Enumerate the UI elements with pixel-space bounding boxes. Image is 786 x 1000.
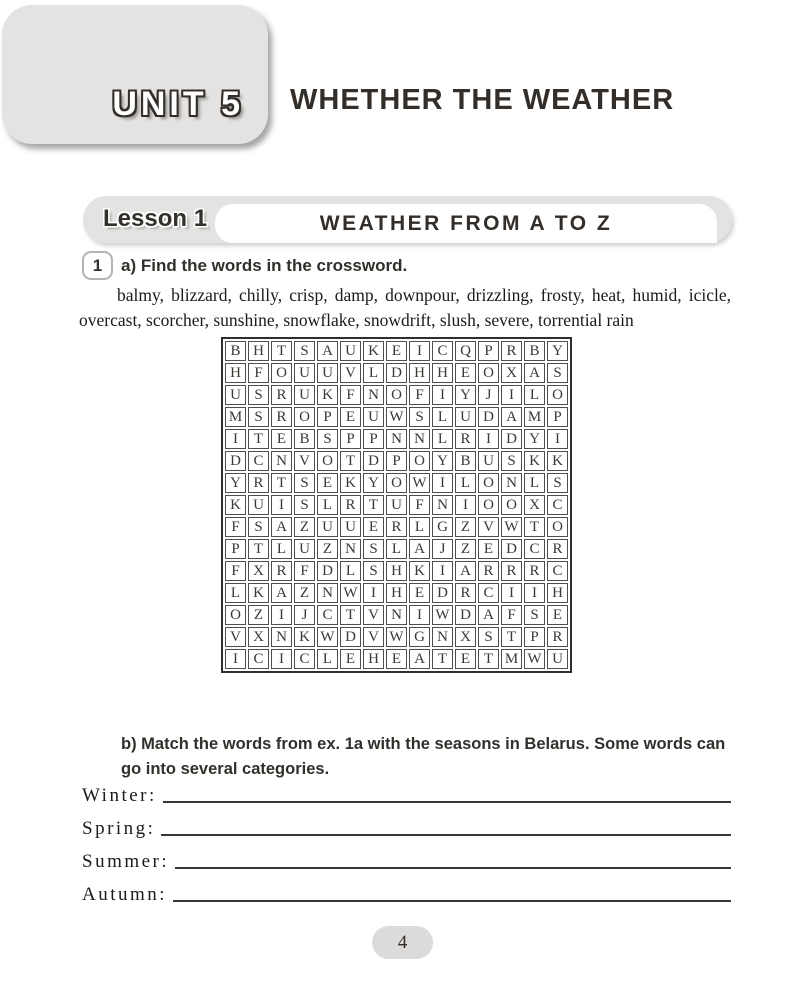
grid-cell: B: [225, 341, 246, 361]
grid-cell: D: [501, 429, 522, 449]
grid-cell: U: [386, 495, 407, 515]
grid-cell: A: [317, 341, 338, 361]
grid-cell: I: [225, 429, 246, 449]
grid-cell: C: [248, 451, 269, 471]
grid-cell: E: [455, 649, 476, 669]
grid-cell: S: [248, 407, 269, 427]
grid-cell: P: [478, 341, 499, 361]
grid-cell: L: [455, 473, 476, 493]
grid-cell: E: [386, 341, 407, 361]
grid-cell: L: [386, 539, 407, 559]
grid-cell: F: [501, 605, 522, 625]
grid-cell: A: [271, 583, 292, 603]
grid-cell: D: [432, 583, 453, 603]
grid-cell: O: [501, 495, 522, 515]
grid-cell: S: [294, 341, 315, 361]
grid-cell: Y: [524, 429, 545, 449]
grid-row: [225, 517, 568, 537]
grid-cell: D: [501, 539, 522, 559]
grid-cell: G: [432, 517, 453, 537]
grid-cell: O: [271, 363, 292, 383]
season-answer-line: [161, 834, 731, 836]
grid-cell: I: [501, 583, 522, 603]
grid-cell: U: [478, 451, 499, 471]
season-answer-line: [173, 900, 731, 902]
grid-cell: T: [363, 495, 384, 515]
grid-cell: V: [294, 451, 315, 471]
grid-cell: C: [524, 539, 545, 559]
grid-cell: W: [432, 605, 453, 625]
grid-cell: N: [340, 539, 361, 559]
grid-cell: R: [501, 561, 522, 581]
grid-cell: H: [248, 341, 269, 361]
grid-cell: R: [501, 341, 522, 361]
grid-cell: J: [478, 385, 499, 405]
exercise-part-b-instruction: b) Match the words from ex. 1a with the seasons in Belarus. Some words can go into several categories.: [121, 735, 726, 778]
grid-cell: E: [363, 517, 384, 537]
grid-cell: Z: [317, 539, 338, 559]
grid-row: [225, 407, 568, 427]
grid-cell: S: [248, 385, 269, 405]
grid-cell: T: [432, 649, 453, 669]
grid-cell: Y: [363, 473, 384, 493]
word-search-wrap: [221, 337, 572, 673]
word-search-grid: [221, 337, 572, 673]
season-label: Summer:: [82, 851, 170, 872]
grid-cell: M: [501, 649, 522, 669]
grid-cell: E: [271, 429, 292, 449]
grid-cell: A: [271, 517, 292, 537]
grid-cell: H: [225, 363, 246, 383]
grid-cell: U: [248, 495, 269, 515]
grid-cell: L: [524, 473, 545, 493]
grid-cell: F: [340, 385, 361, 405]
grid-cell: E: [455, 363, 476, 383]
grid-cell: E: [340, 649, 361, 669]
grid-cell: C: [248, 649, 269, 669]
exercise-number-badge: 1: [82, 251, 113, 280]
grid-row: [225, 495, 568, 515]
grid-cell: N: [363, 385, 384, 405]
grid-cell: N: [271, 451, 292, 471]
grid-cell: X: [248, 561, 269, 581]
grid-cell: R: [248, 473, 269, 493]
grid-cell: V: [225, 627, 246, 647]
grid-cell: P: [547, 407, 568, 427]
grid-cell: L: [271, 539, 292, 559]
grid-cell: X: [455, 627, 476, 647]
grid-cell: R: [455, 583, 476, 603]
grid-cell: U: [455, 407, 476, 427]
season-label: Winter:: [82, 785, 157, 806]
grid-cell: R: [340, 495, 361, 515]
season-row: [82, 806, 731, 839]
grid-cell: U: [225, 385, 246, 405]
grid-cell: N: [432, 627, 453, 647]
grid-cell: Z: [455, 539, 476, 559]
grid-cell: V: [363, 605, 384, 625]
grid-cell: O: [225, 605, 246, 625]
grid-cell: H: [547, 583, 568, 603]
grid-cell: T: [248, 429, 269, 449]
grid-cell: Q: [455, 341, 476, 361]
grid-cell: J: [294, 605, 315, 625]
grid-cell: A: [501, 407, 522, 427]
grid-cell: F: [225, 517, 246, 537]
grid-cell: I: [432, 385, 453, 405]
grid-cell: W: [386, 407, 407, 427]
grid-cell: V: [340, 363, 361, 383]
grid-cell: Z: [294, 517, 315, 537]
grid-row: [225, 341, 568, 361]
grid-cell: I: [455, 495, 476, 515]
grid-cell: E: [317, 473, 338, 493]
grid-cell: G: [409, 627, 430, 647]
grid-cell: F: [225, 561, 246, 581]
grid-cell: S: [294, 495, 315, 515]
grid-cell: B: [455, 451, 476, 471]
grid-cell: X: [501, 363, 522, 383]
grid-cell: H: [386, 583, 407, 603]
grid-cell: S: [524, 605, 545, 625]
grid-cell: D: [455, 605, 476, 625]
grid-cell: P: [363, 429, 384, 449]
grid-cell: S: [478, 627, 499, 647]
season-label: Spring:: [82, 818, 156, 839]
grid-cell: T: [271, 473, 292, 493]
season-answer-line: [175, 867, 731, 869]
grid-cell: A: [409, 539, 430, 559]
grid-cell: O: [317, 451, 338, 471]
grid-cell: L: [524, 385, 545, 405]
grid-cell: R: [547, 539, 568, 559]
season-row: [82, 872, 731, 905]
grid-cell: R: [455, 429, 476, 449]
grid-cell: W: [386, 627, 407, 647]
grid-cell: T: [340, 605, 361, 625]
grid-cell: R: [271, 561, 292, 581]
grid-cell: H: [363, 649, 384, 669]
unit-label: UNIT 5: [112, 85, 244, 123]
page-number-pill: [372, 926, 433, 959]
grid-cell: F: [248, 363, 269, 383]
grid-cell: L: [317, 649, 338, 669]
grid-cell: E: [409, 583, 430, 603]
grid-cell: U: [547, 649, 568, 669]
grid-cell: N: [271, 627, 292, 647]
grid-cell: U: [340, 341, 361, 361]
exercise-part-a-instruction: a) Find the words in the crossword.: [121, 256, 408, 275]
grid-cell: I: [363, 583, 384, 603]
grid-cell: L: [340, 561, 361, 581]
grid-cell: S: [363, 561, 384, 581]
grid-cell: K: [294, 627, 315, 647]
seasons-list: [82, 773, 731, 905]
grid-cell: A: [455, 561, 476, 581]
grid-cell: I: [271, 495, 292, 515]
unit-header-box: [2, 5, 268, 144]
grid-cell: T: [524, 517, 545, 537]
grid-row: [225, 385, 568, 405]
grid-cell: S: [363, 539, 384, 559]
grid-cell: U: [294, 539, 315, 559]
grid-cell: R: [524, 561, 545, 581]
grid-cell: S: [317, 429, 338, 449]
grid-cell: I: [432, 561, 453, 581]
grid-cell: K: [225, 495, 246, 515]
grid-cell: U: [363, 407, 384, 427]
grid-cell: C: [294, 649, 315, 669]
grid-cell: S: [409, 407, 430, 427]
grid-cell: T: [340, 451, 361, 471]
grid-cell: Z: [248, 605, 269, 625]
grid-row: [225, 649, 568, 669]
lesson-title-box: [215, 204, 717, 243]
grid-cell: A: [524, 363, 545, 383]
grid-cell: K: [547, 451, 568, 471]
grid-cell: O: [478, 363, 499, 383]
lesson-title: WEATHER FROM A TO Z: [319, 211, 613, 235]
word-list: balmy, blizzard, chilly, crisp, damp, downpour, drizzling, frosty, heat, humid, icicle, overcast, scorcher, sunshine, snowflake, snowdrift, slush, severe, torrential rain: [79, 285, 731, 330]
grid-cell: R: [547, 627, 568, 647]
grid-cell: O: [294, 407, 315, 427]
season-row: [82, 773, 731, 806]
grid-cell: M: [225, 407, 246, 427]
grid-cell: W: [317, 627, 338, 647]
grid-cell: U: [317, 517, 338, 537]
lesson-bar: [83, 196, 732, 243]
grid-cell: K: [363, 341, 384, 361]
grid-cell: F: [409, 495, 430, 515]
grid-cell: I: [271, 605, 292, 625]
grid-cell: F: [294, 561, 315, 581]
grid-cell: T: [248, 539, 269, 559]
grid-row: [225, 605, 568, 625]
grid-cell: V: [363, 627, 384, 647]
grid-cell: N: [501, 473, 522, 493]
grid-cell: S: [547, 473, 568, 493]
grid-cell: I: [501, 385, 522, 405]
grid-cell: U: [294, 363, 315, 383]
grid-cell: E: [340, 407, 361, 427]
grid-cell: Y: [455, 385, 476, 405]
grid-cell: T: [271, 341, 292, 361]
grid-cell: O: [386, 473, 407, 493]
grid-cell: R: [478, 561, 499, 581]
grid-cell: P: [524, 627, 545, 647]
grid-cell: D: [225, 451, 246, 471]
grid-cell: W: [340, 583, 361, 603]
grid-cell: Y: [432, 451, 453, 471]
grid-cell: E: [478, 539, 499, 559]
grid-row: [225, 429, 568, 449]
grid-cell: R: [271, 407, 292, 427]
grid-cell: J: [432, 539, 453, 559]
grid-cell: W: [524, 649, 545, 669]
grid-cell: E: [547, 605, 568, 625]
grid-cell: L: [317, 495, 338, 515]
grid-cell: L: [363, 363, 384, 383]
grid-cell: Y: [547, 341, 568, 361]
grid-cell: I: [409, 605, 430, 625]
grid-cell: L: [225, 583, 246, 603]
grid-row: [225, 583, 568, 603]
grid-cell: T: [501, 627, 522, 647]
grid-cell: C: [317, 605, 338, 625]
season-label: Autumn:: [82, 884, 168, 905]
grid-cell: K: [524, 451, 545, 471]
grid-row: [225, 561, 568, 581]
grid-cell: D: [317, 561, 338, 581]
grid-cell: N: [432, 495, 453, 515]
grid-cell: Z: [294, 583, 315, 603]
grid-cell: C: [432, 341, 453, 361]
unit-title: WHETHER THE WEATHER: [290, 84, 675, 116]
grid-cell: I: [225, 649, 246, 669]
grid-cell: M: [524, 407, 545, 427]
grid-cell: H: [432, 363, 453, 383]
grid-cell: U: [340, 517, 361, 537]
grid-cell: A: [409, 649, 430, 669]
grid-cell: O: [478, 495, 499, 515]
grid-cell: K: [340, 473, 361, 493]
grid-cell: S: [294, 473, 315, 493]
grid-row: [225, 451, 568, 471]
grid-cell: I: [478, 429, 499, 449]
grid-cell: H: [386, 561, 407, 581]
grid-cell: K: [317, 385, 338, 405]
grid-cell: O: [478, 473, 499, 493]
grid-cell: K: [248, 583, 269, 603]
grid-cell: D: [363, 451, 384, 471]
grid-cell: P: [386, 451, 407, 471]
grid-cell: U: [317, 363, 338, 383]
grid-cell: Z: [455, 517, 476, 537]
grid-cell: I: [432, 473, 453, 493]
grid-cell: L: [409, 517, 430, 537]
grid-cell: S: [248, 517, 269, 537]
grid-cell: N: [386, 429, 407, 449]
grid-row: [225, 539, 568, 559]
lesson-label: Lesson 1: [103, 205, 208, 232]
grid-cell: C: [478, 583, 499, 603]
grid-cell: C: [547, 495, 568, 515]
grid-cell: R: [386, 517, 407, 537]
grid-cell: Y: [225, 473, 246, 493]
grid-cell: F: [409, 385, 430, 405]
grid-cell: E: [386, 649, 407, 669]
grid-cell: L: [432, 407, 453, 427]
grid-cell: P: [317, 407, 338, 427]
grid-cell: R: [271, 385, 292, 405]
grid-cell: P: [225, 539, 246, 559]
grid-cell: I: [547, 429, 568, 449]
grid-cell: D: [340, 627, 361, 647]
grid-cell: L: [432, 429, 453, 449]
grid-row: [225, 473, 568, 493]
grid-cell: N: [317, 583, 338, 603]
grid-cell: S: [501, 451, 522, 471]
grid-cell: W: [409, 473, 430, 493]
season-row: [82, 839, 731, 872]
grid-cell: D: [478, 407, 499, 427]
grid-cell: U: [294, 385, 315, 405]
grid-cell: B: [524, 341, 545, 361]
grid-cell: C: [547, 561, 568, 581]
grid-cell: N: [386, 605, 407, 625]
grid-cell: O: [386, 385, 407, 405]
grid-cell: V: [478, 517, 499, 537]
grid-cell: N: [409, 429, 430, 449]
grid-cell: I: [409, 341, 430, 361]
grid-cell: X: [524, 495, 545, 515]
grid-cell: P: [340, 429, 361, 449]
grid-cell: B: [294, 429, 315, 449]
grid-cell: H: [409, 363, 430, 383]
grid-cell: I: [524, 583, 545, 603]
grid-cell: O: [409, 451, 430, 471]
season-answer-line: [163, 801, 731, 803]
page-number: 4: [397, 931, 408, 953]
grid-cell: D: [386, 363, 407, 383]
grid-cell: A: [478, 605, 499, 625]
grid-cell: X: [248, 627, 269, 647]
grid-cell: K: [409, 561, 430, 581]
grid-cell: O: [547, 385, 568, 405]
grid-cell: I: [271, 649, 292, 669]
grid-cell: S: [547, 363, 568, 383]
grid-cell: W: [501, 517, 522, 537]
grid-cell: O: [547, 517, 568, 537]
grid-row: [225, 627, 568, 647]
grid-cell: T: [478, 649, 499, 669]
word-search-grid-body: [225, 341, 568, 669]
grid-row: [225, 363, 568, 383]
